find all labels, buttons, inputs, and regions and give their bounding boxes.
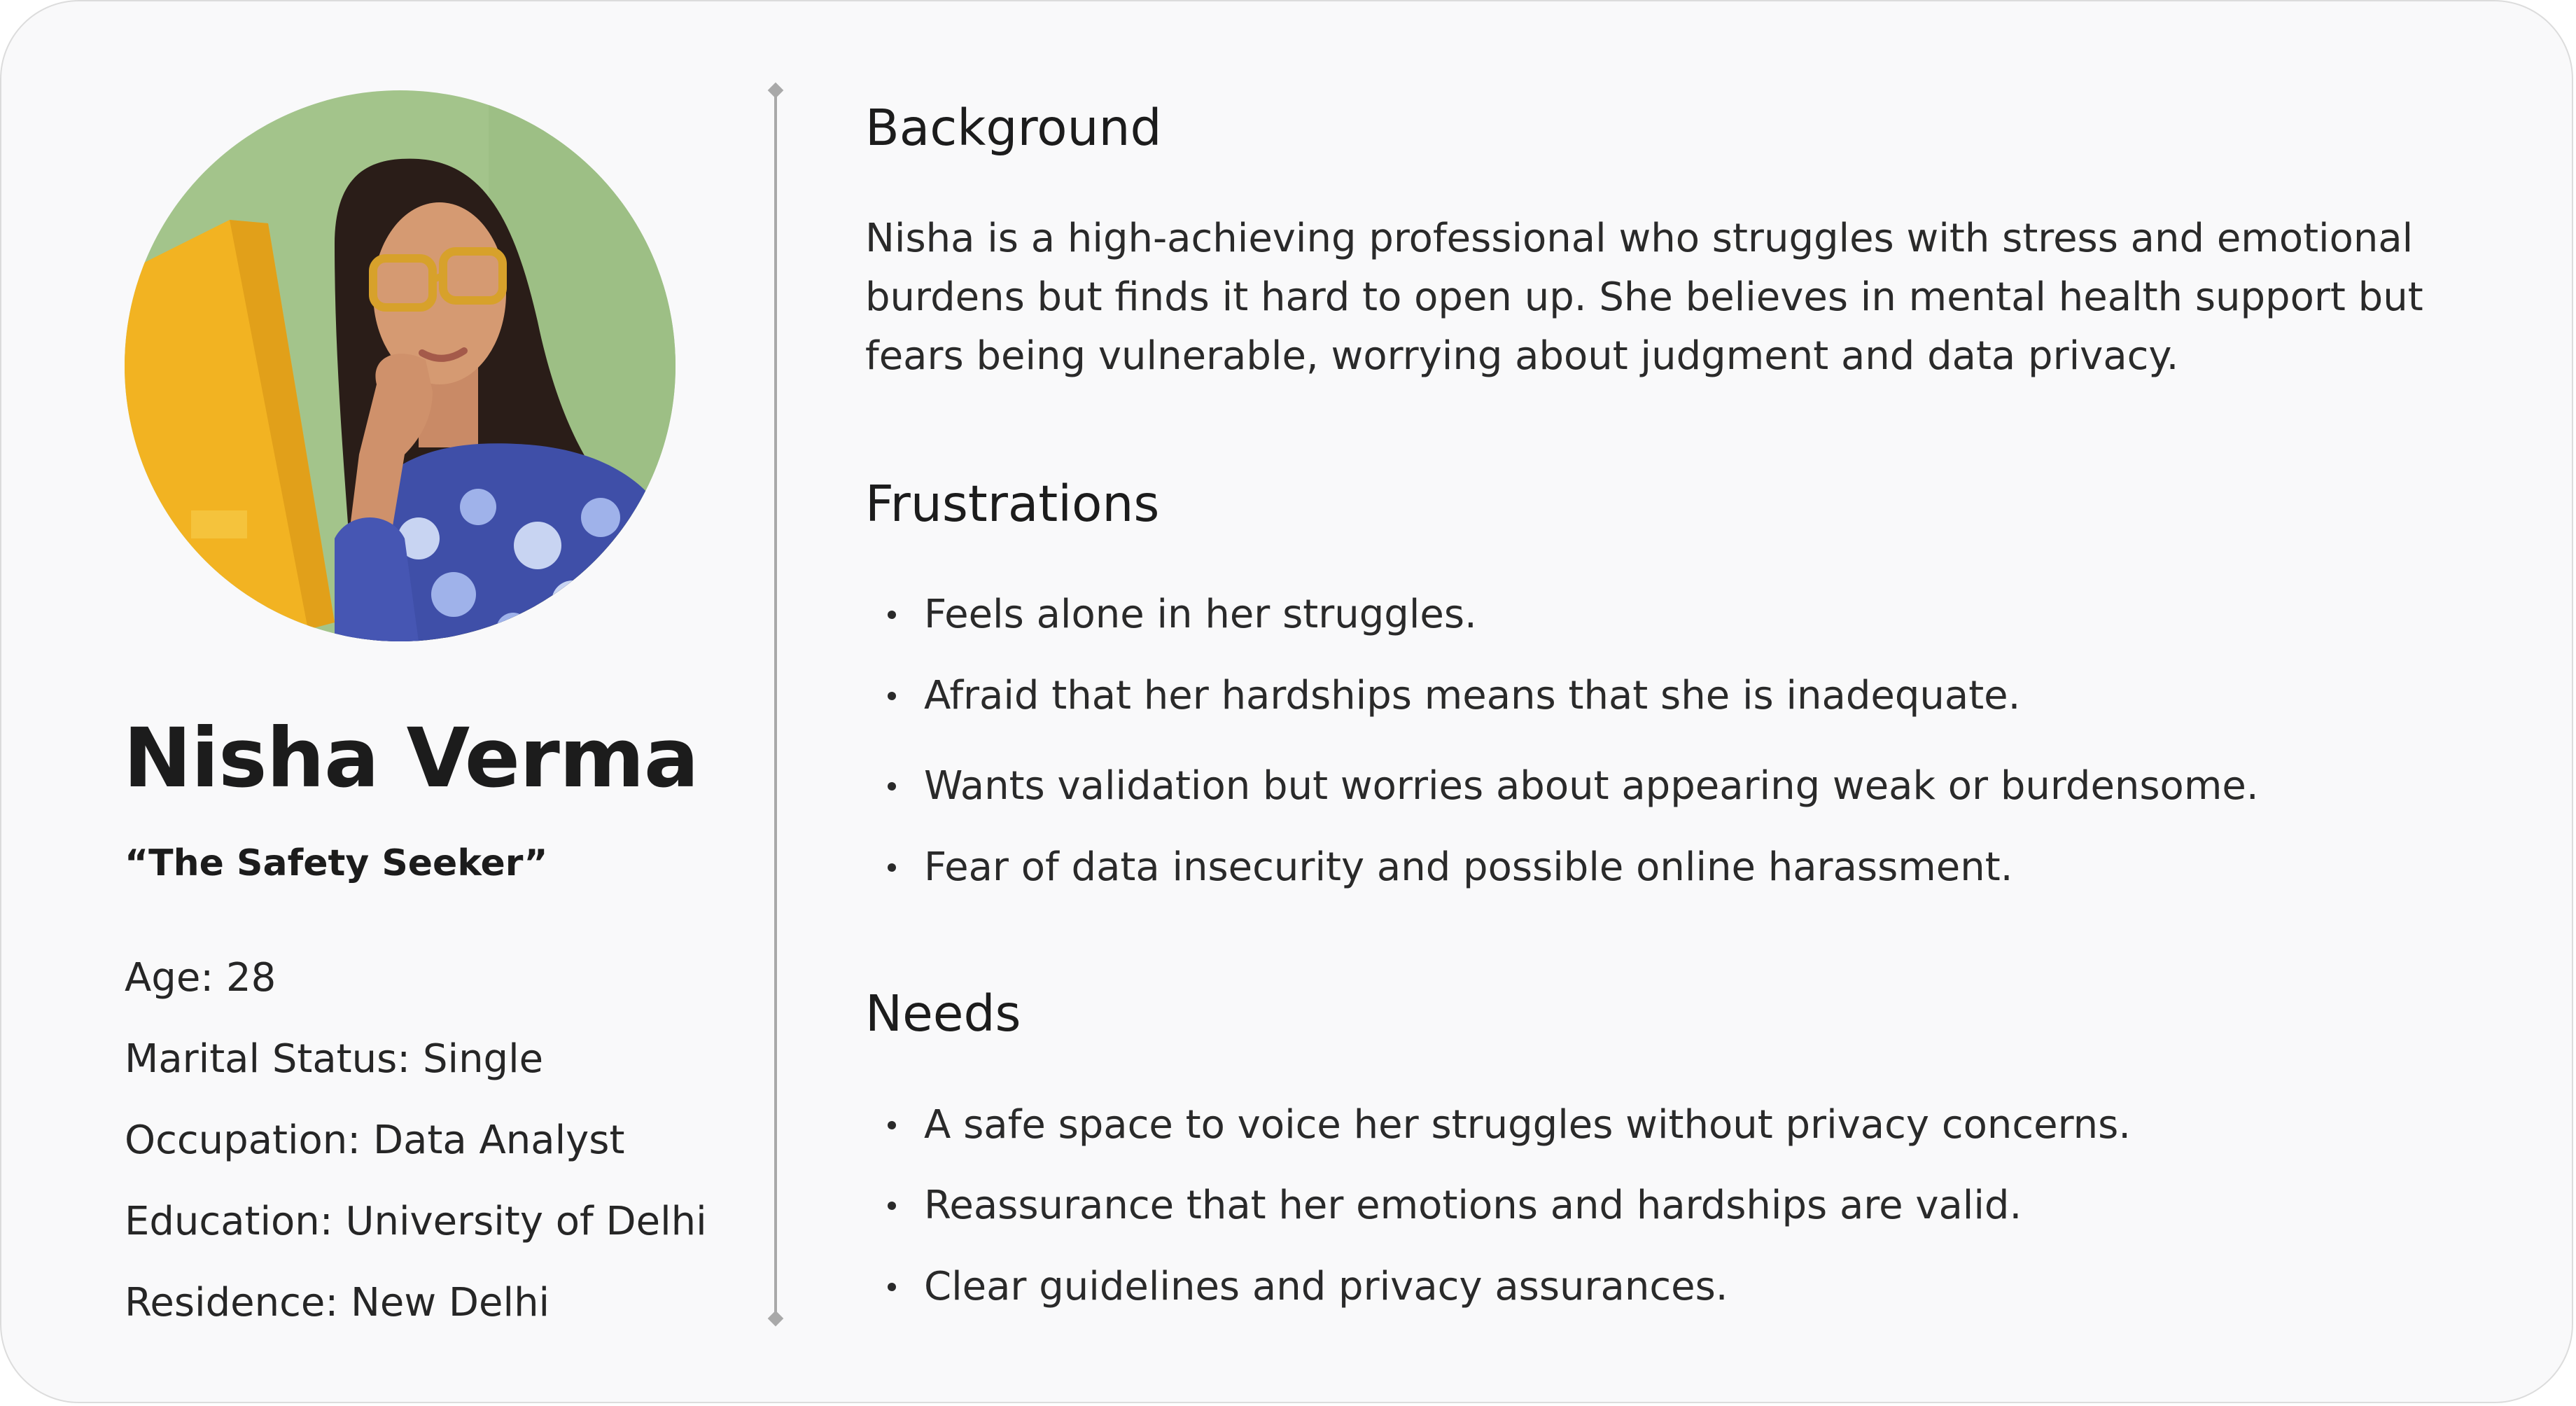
background-heading: Background (865, 99, 1162, 157)
bullet-dot (888, 692, 896, 700)
frustration-text: Fear of data insecurity and possible online harassment. (924, 844, 2013, 890)
bullet-dot (888, 611, 896, 619)
divider-bottom-cap (768, 1311, 784, 1327)
needs-heading: Needs (865, 984, 1021, 1043)
divider-top-cap (768, 83, 784, 99)
frustration-text: Feels alone in her struggles. (924, 592, 1477, 637)
bullet-dot (888, 1283, 896, 1291)
background-text: Nisha is a high-achieving professional who struggles with stress and emotional burdens but finds it hard to open up. She believes in mental health support but fears being vulnerable, worrying about judgment and data privacy. (865, 216, 2423, 379)
fact-age: Age: 28 (125, 955, 276, 1001)
need-text: Reassurance that her emotions and hardships are valid. (924, 1183, 2022, 1228)
column-divider (774, 90, 777, 1318)
fact-education: Education: University of Delhi (125, 1199, 707, 1244)
need-text: Clear guidelines and privacy assurances. (924, 1264, 1728, 1309)
frustrations-heading: Frustrations (865, 475, 1160, 533)
bullet-dot (888, 1121, 896, 1129)
bullet-dot (888, 863, 896, 872)
persona-facts-list (125, 952, 707, 1358)
frustration-text: Wants validation but worries about appearing weak or burdensome. (924, 763, 2259, 809)
persona-name: Nisha Verma (123, 710, 699, 806)
frustration-text: Afraid that her hardships means that she is inadequate. (924, 673, 2021, 718)
bullet-dot (888, 1202, 896, 1210)
bullet-dot (888, 782, 896, 791)
persona-tagline: “The Safety Seeker” (125, 842, 548, 884)
need-text: A safe space to voice her struggles without privacy concerns. (924, 1102, 2132, 1148)
persona-photo (125, 90, 676, 641)
fact-occupation: Occupation: Data Analyst (125, 1118, 625, 1163)
fact-residence: Residence: New Delhi (125, 1280, 550, 1325)
fact-marital-status: Marital Status: Single (125, 1036, 544, 1082)
